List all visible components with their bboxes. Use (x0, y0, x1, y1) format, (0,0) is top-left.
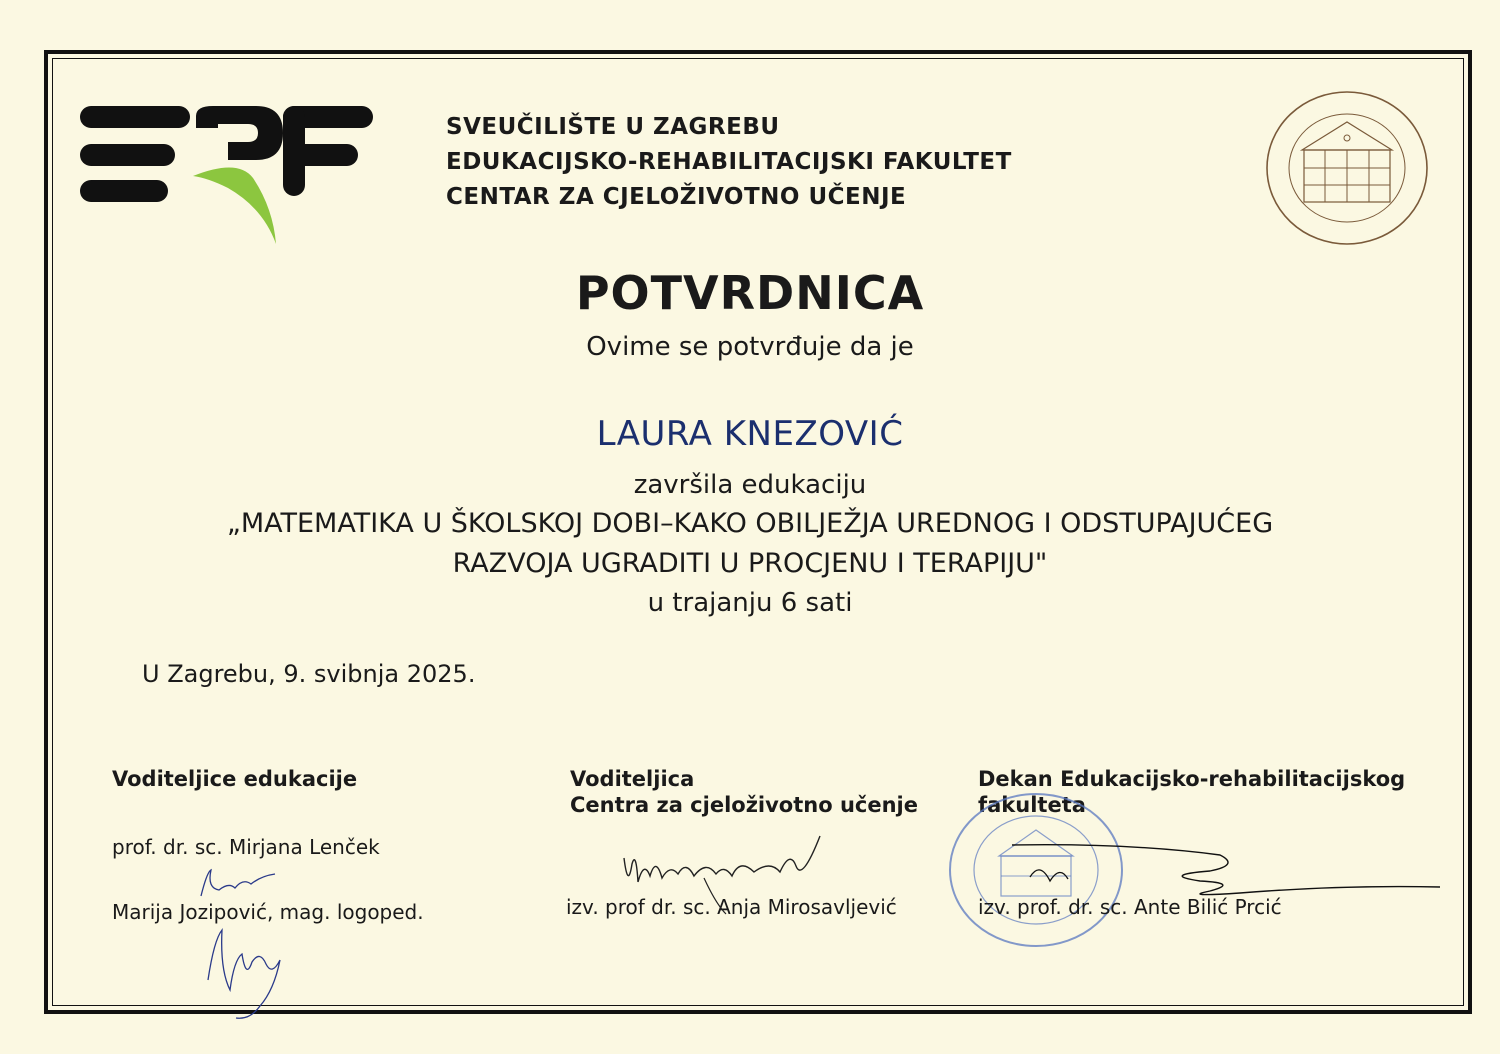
signature-scribble-icon (195, 862, 285, 902)
signature-scribble-icon (620, 830, 830, 920)
university-name: SVEUČILIŠTE U ZAGREBU (446, 114, 780, 140)
leaders-heading: Voditeljice edukacije (112, 767, 358, 791)
center-head-name: izv. prof dr. sc. Anja Mirosavljević (566, 895, 897, 919)
dean-name: izv. prof. dr. sc. Ante Bilić Prcić (978, 895, 1282, 919)
course-title-line-2: RAZVOJA UGRADITI U PROCJENU I TERAPIJU" (452, 548, 1048, 579)
course-duration: u trajanju 6 sati (647, 588, 853, 618)
leader-2-name: Marija Jozipović, mag. logoped. (112, 900, 424, 924)
course-title-line-1: „MATEMATIKA U ŠKOLSKOJ DOBI–KAKO OBILJEŽJA UREDNOG I ODSTUPAJUĆEG (226, 508, 1274, 539)
university-seal-icon (1262, 88, 1432, 248)
place-and-date: U Zagrebu, 9. svibnja 2025. (142, 660, 476, 688)
center-head-heading-line-2: Centra za cjeloživotno učenje (570, 793, 918, 817)
center-head-heading (570, 766, 918, 818)
erf-logo-icon (78, 98, 378, 248)
recipient-name: LAURA KNEZOVIĆ (596, 414, 904, 454)
certificate-intro: Ovime se potvrđuje da je (586, 332, 914, 362)
completion-text: završila edukaciju (633, 470, 867, 500)
center-name: CENTAR ZA CJELOŽIVOTNO UČENJE (446, 184, 907, 210)
signature-scribble-icon (200, 920, 300, 1025)
signature-scribble-icon (1010, 835, 1450, 905)
faculty-name: EDUKACIJSKO-REHABILITACIJSKI FAKULTET (446, 149, 1012, 175)
institution-header (446, 110, 1012, 215)
certificate-title: POTVRDNICA (575, 266, 925, 320)
dean-heading-line-1: Dekan Edukacijsko-rehabilitacijskog (978, 767, 1406, 791)
dean-heading-line-2: fakulteta (978, 793, 1086, 817)
center-head-heading-line-1: Voditeljica (570, 767, 695, 791)
leader-1-name: prof. dr. sc. Mirjana Lenček (112, 835, 380, 859)
